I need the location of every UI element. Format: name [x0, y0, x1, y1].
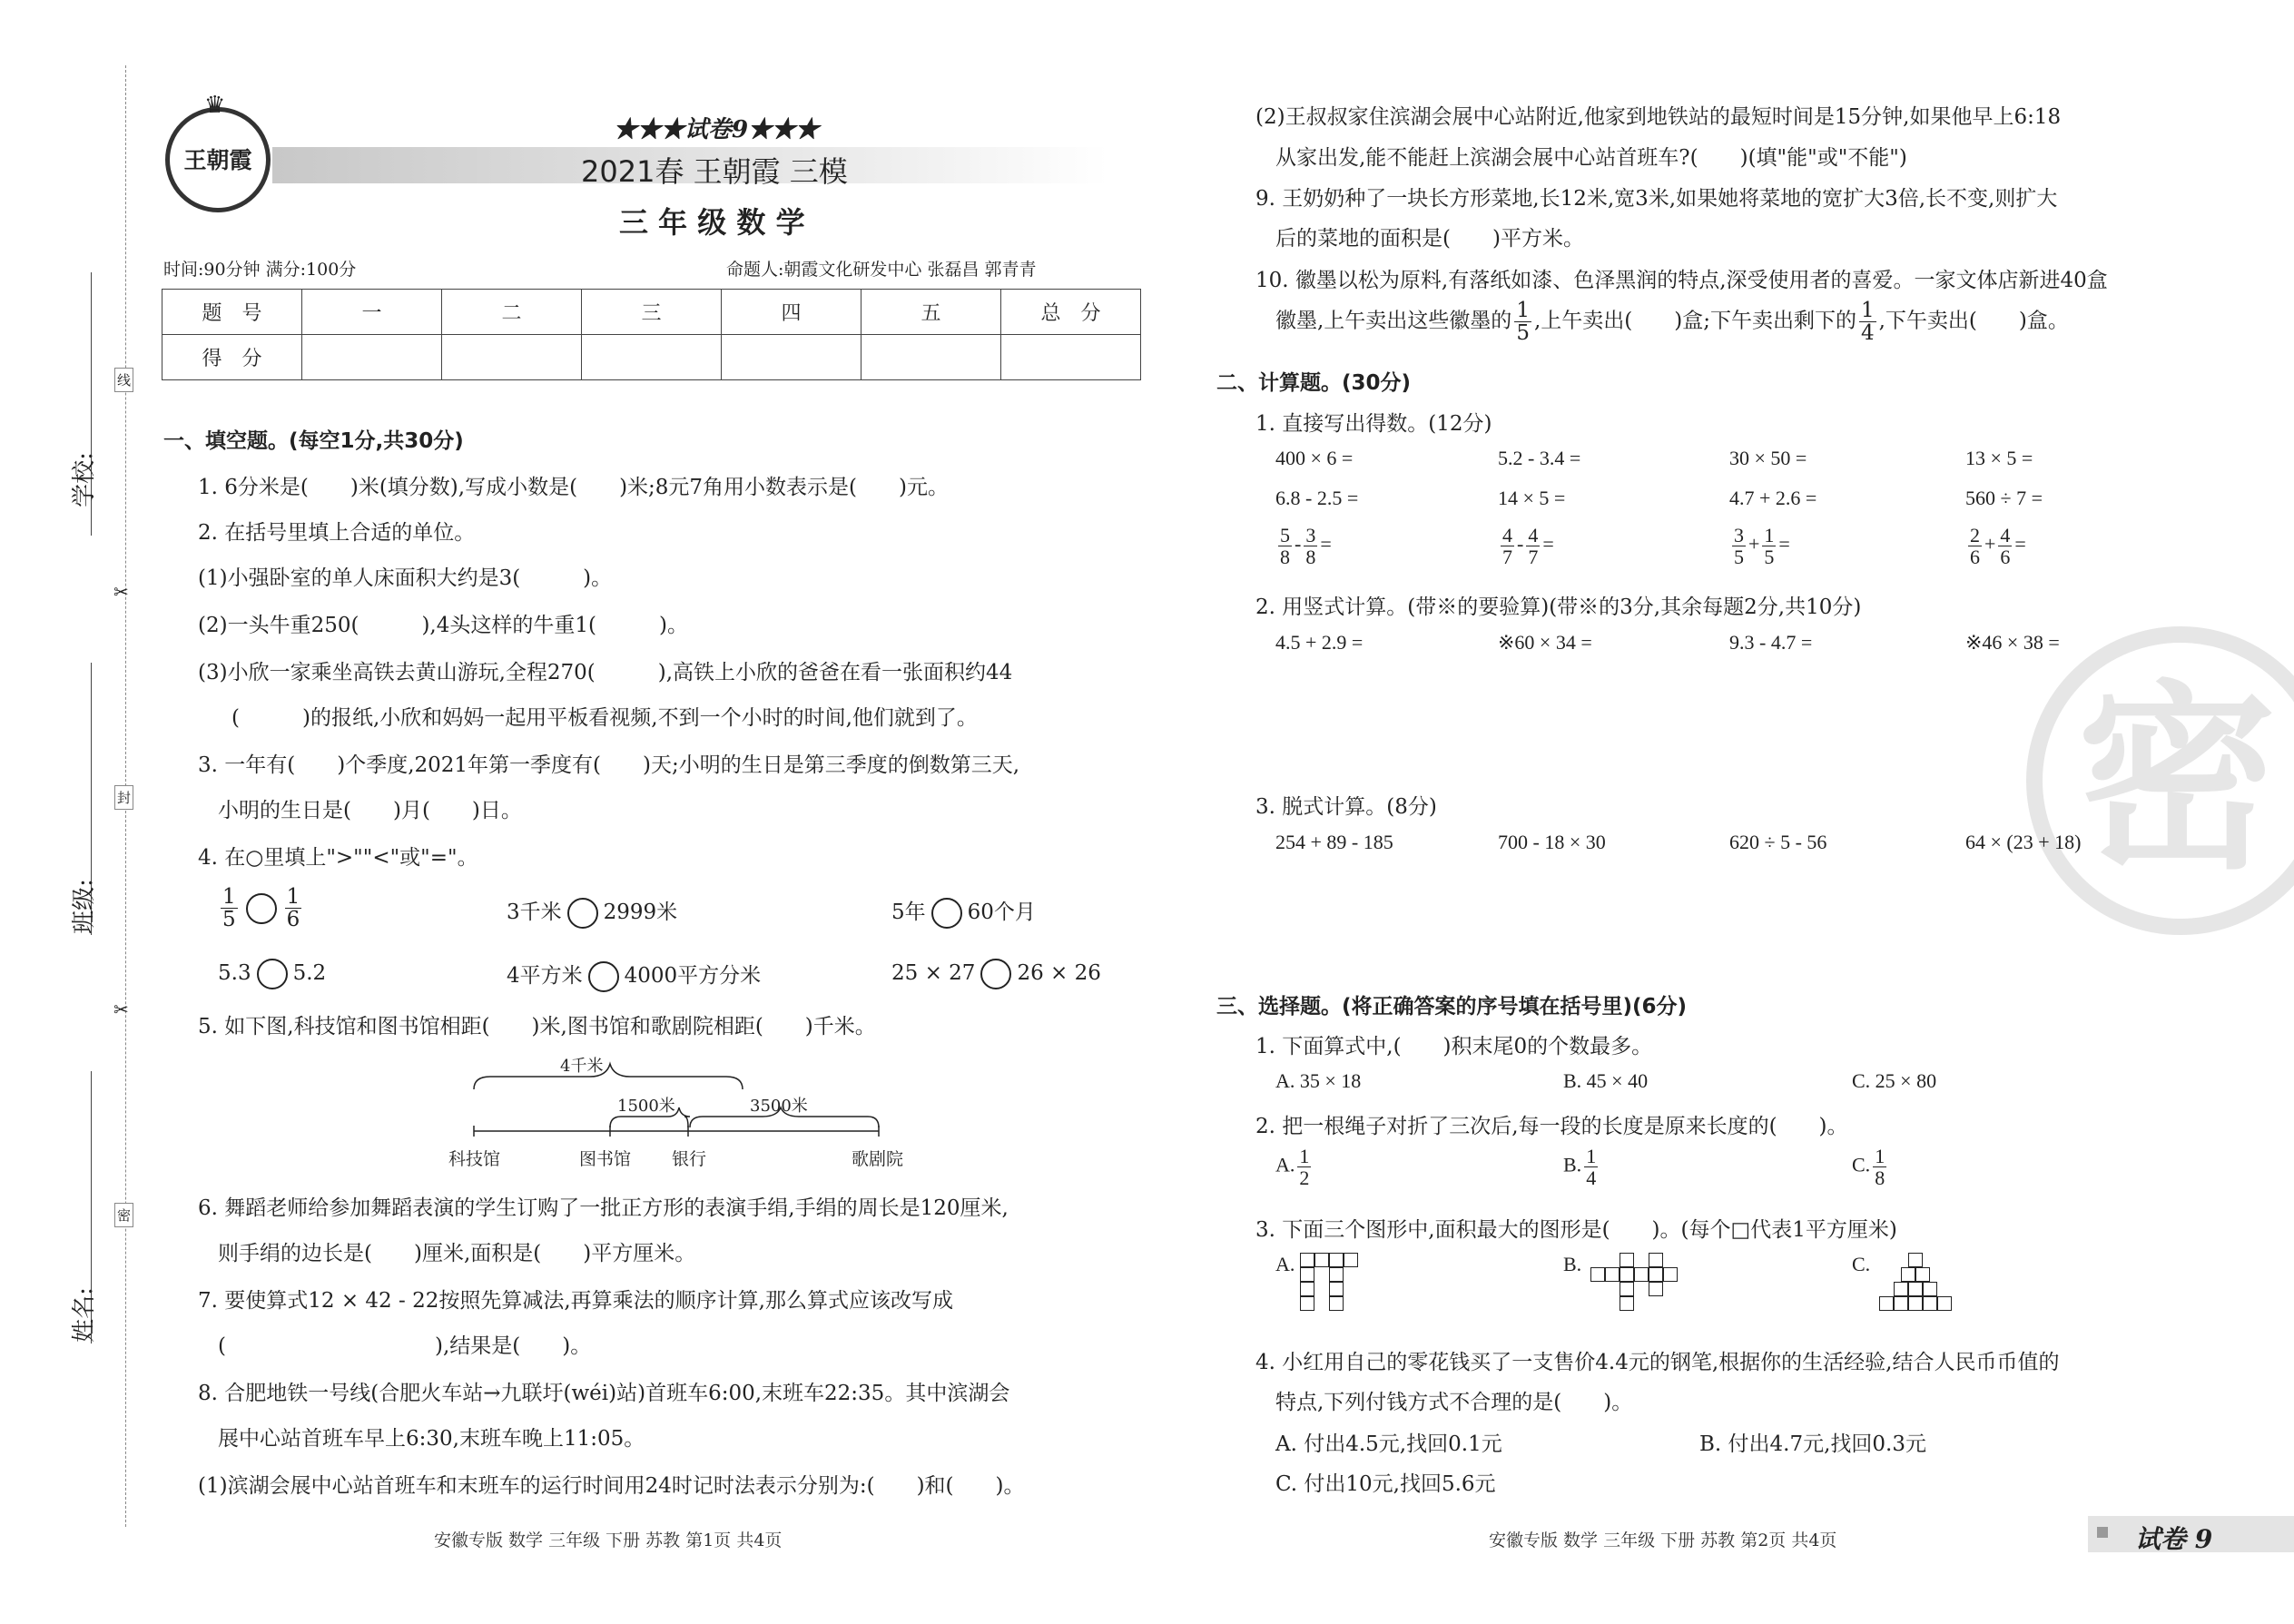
- diagram-place-4: 歌剧院: [852, 1149, 904, 1169]
- question-5: 5. 如下图,科技馆和图书馆相距( )米,图书馆和歌剧院相距( )千米。: [198, 1015, 876, 1038]
- margin-class-label: 班级:: [64, 663, 92, 935]
- choice-4a: 4. 小红用自己的零花钱买了一支售价4.4元的钢笔,根据你的生活经验,结合人民币币值的: [1255, 1351, 2060, 1374]
- choice-option[interactable]: C. $\frac{1}{8}$: [1852, 1145, 1885, 1190]
- diagram-label-3500: 3500米: [750, 1097, 808, 1116]
- calc-item: 13 × 5 =: [1965, 447, 2033, 469]
- compare-item-c: 5年 60个月: [891, 895, 1036, 929]
- calc-item: 9.3 - 4.7 =: [1729, 631, 1813, 654]
- choice-option[interactable]: A. $\frac{1}{2}$: [1275, 1145, 1310, 1190]
- question-9a: 9. 王奶奶种了一块长方形菜地,长12米,宽3米,如果她将菜地的宽扩大3倍,长不变,则扩大: [1255, 187, 2058, 211]
- question-10b: 徽墨,上午卖出这些徽墨的 $\frac{1}{5}$ ,上午卖出( )盒;下午卖出剩下的 $\frac{1}{4}$ ,下午卖出( )盒。: [1275, 299, 2069, 346]
- test-tab: 试卷 9: [2088, 1516, 2294, 1552]
- compare-circle[interactable]: [567, 898, 598, 929]
- calc-2-title: 2. 用竖式计算。(带※的要验算)(带※的3分,其余每题2分,共10分): [1255, 595, 1862, 619]
- scissor-icon: ✂: [113, 999, 129, 1020]
- question-2-1: (1)小强卧室的单人床面积大约是3( )。: [198, 566, 613, 590]
- score-cell[interactable]: [861, 335, 1001, 380]
- test-badge: ★★★试卷9★★★: [614, 116, 820, 143]
- scissor-icon: ✂: [113, 581, 129, 603]
- choice-4b: 特点,下列付钱方式不合理的是( )。: [1275, 1391, 1633, 1414]
- choice-1: 1. 下面算式中,( )积末尾0的个数最多。: [1255, 1035, 1653, 1058]
- question-8b: 展中心站首班车早上6:30,末班车晚上11:05。: [218, 1427, 645, 1451]
- choice-option[interactable]: B. 付出4.7元,找回0.3元: [1699, 1432, 1926, 1456]
- diagram-place-1: 科技馆: [448, 1149, 501, 1169]
- question-8a: 8. 合肥地铁一号线(合肥火车站→九联圩(wéi)站)首班车6:00,末班车22:35。其中滨湖会: [198, 1382, 1010, 1405]
- exam-title: 2021春 王朝霞 三模: [581, 154, 848, 189]
- calc-item: 254 + 89 - 185: [1275, 831, 1393, 853]
- question-2-3b: ( )的报纸,小欣和妈妈一起用平板看视频,不到一个小时的时间,他们就到了。: [231, 706, 978, 730]
- score-table: 题 号 一 二 三 四 五 总 分 得 分: [162, 289, 1141, 380]
- calc-item: 4.5 + 2.9 =: [1275, 631, 1364, 654]
- cut-mark-3: 密: [114, 1203, 133, 1227]
- calc-item: 5.2 - 3.4 =: [1498, 447, 1581, 469]
- question-7b: ( ),结果是( )。: [218, 1334, 592, 1358]
- question-4: 4. 在○里填上">""<"或"="。: [198, 846, 478, 870]
- calc-item: ※46 × 38 =: [1965, 631, 2060, 654]
- calc-item: 30 × 50 =: [1729, 447, 1807, 469]
- section-3-title: 三、选择题。(将正确答案的序号填在括号里)(6分): [1216, 995, 1688, 1019]
- calc-fraction-item: $\frac{3}{5}$ + $\frac{1}{5}$ =: [1734, 524, 1790, 569]
- compare-circle[interactable]: [588, 961, 619, 992]
- margin-name-label: 姓名:: [64, 1071, 92, 1343]
- calc-item: 620 ÷ 5 - 56: [1729, 831, 1827, 853]
- cut-mark-2: 封: [114, 785, 133, 810]
- question-3a: 3. 一年有( )个季度,2021年第一季度有( )天;小明的生日是第三季度的倒数第三天,: [198, 753, 1020, 777]
- choice-option[interactable]: C. 25 × 80: [1852, 1069, 1937, 1092]
- question-3b: 小明的生日是( )月( )日。: [218, 799, 522, 822]
- calc-item: 4.7 + 2.6 =: [1729, 487, 1817, 509]
- choice-option[interactable]: C.: [1852, 1253, 1871, 1275]
- calc-1-title: 1. 直接写出得数。(12分): [1255, 412, 1492, 436]
- question-2-3a: (3)小欣一家乘坐高铁去黄山游玩,全程270( ),高铁上小欣的爸爸在看一张面积约44: [198, 661, 1013, 684]
- choice-option[interactable]: B. $\frac{1}{4}$: [1563, 1145, 1597, 1190]
- fraction: $\frac{1}{6}$: [286, 885, 300, 932]
- cut-mark-1: 线: [114, 368, 133, 392]
- question-8-2b: 从家出发,能不能赶上滨湖会展中心站首班车?( )(填"能"或"不能"): [1275, 146, 1907, 170]
- left-page-footer: 安徽专版 数学 三年级 下册 苏教 第1页 共4页: [434, 1530, 783, 1550]
- compare-item-d: 5.3 5.2: [218, 959, 326, 989]
- question-8-2a: (2)王叔叔家住滨湖会展中心站附近,他家到地铁站的最短时间是15分钟,如果他早上6:18: [1255, 105, 2062, 129]
- compare-item-f: 25 × 27 26 × 26: [891, 959, 1101, 989]
- compare-circle[interactable]: [257, 959, 288, 989]
- choice-2: 2. 把一根绳子对折了三次后,每一段的长度是原来长度的( )。: [1255, 1115, 1848, 1138]
- diagram-place-2: 图书馆: [579, 1149, 632, 1169]
- calc-item: 700 - 18 × 30: [1498, 831, 1606, 853]
- question-2-2: (2)一头牛重250( ),4头这样的牛重1( )。: [198, 614, 688, 637]
- diagram-label-4km: 4千米: [560, 1057, 604, 1076]
- question-6a: 6. 舞蹈老师给参加舞蹈表演的学生订购了一批正方形的表演手绢,手绢的周长是120厘米,: [198, 1196, 1009, 1220]
- fraction: $\frac{1}{5}$: [222, 885, 236, 932]
- compare-item-a: [218, 886, 304, 930]
- crown-icon: ♛: [204, 92, 226, 119]
- compare-circle[interactable]: [931, 898, 962, 929]
- question-1: 1. 6分米是( )米(填分数),写成小数是( )米;8元7角用小数表示是( )元。: [198, 476, 950, 499]
- question-9b: 后的菜地的面积是( )平方米。: [1275, 227, 1584, 251]
- choice-option[interactable]: B. 45 × 40: [1563, 1069, 1649, 1092]
- score-cell[interactable]: [1001, 335, 1141, 380]
- score-cell[interactable]: [722, 335, 861, 380]
- confidential-stamp: 密: [2026, 626, 2294, 935]
- section-2-title: 二、计算题。(30分): [1216, 371, 1412, 395]
- calc-fraction-item: $\frac{2}{6}$ + $\frac{4}{6}$ =: [1970, 524, 2026, 569]
- section-1-title: 一、填空题。(每空1分,共30分): [163, 429, 464, 453]
- choice-3: 3. 下面三个图形中,面积最大的图形是( )。(每个□代表1平方厘米): [1255, 1218, 1897, 1242]
- calc-item: 14 × 5 =: [1498, 487, 1566, 509]
- question-10a: 10. 徽墨以松为原料,有落纸如漆、色泽黑润的特点,深受使用者的喜爱。一家文体店新进40盒: [1255, 269, 2108, 292]
- choice-option[interactable]: C. 付出10元,找回5.6元: [1275, 1472, 1496, 1496]
- question-7a: 7. 要使算式12 × 42 - 22按照先算减法,再算乘法的顺序计算,那么算式应该改写成: [198, 1289, 953, 1313]
- diagram-label-1500: 1500米: [617, 1097, 675, 1116]
- fraction: $\frac{1}{4}$: [1860, 299, 1875, 346]
- calc-fraction-item: $\frac{5}{8}$ - $\frac{3}{8}$ =: [1280, 524, 1332, 569]
- calc-item: ※60 × 34 =: [1498, 631, 1592, 654]
- calc-item: 6.8 - 2.5 =: [1275, 487, 1359, 509]
- calc-3-title: 3. 脱式计算。(8分): [1255, 795, 1437, 819]
- score-cell[interactable]: [442, 335, 582, 380]
- question-2: 2. 在括号里填上合适的单位。: [198, 521, 476, 545]
- choice-option[interactable]: A. 35 × 18: [1275, 1069, 1362, 1092]
- calc-item: 400 × 6 =: [1275, 447, 1354, 469]
- choice-option[interactable]: A.: [1275, 1253, 1295, 1275]
- question-6b: 则手绢的边长是( )厘米,面积是( )平方厘米。: [218, 1242, 696, 1265]
- time-info: 时间:90分钟 满分:100分: [163, 260, 357, 280]
- choice-option[interactable]: B.: [1563, 1253, 1582, 1275]
- calc-item: 64 × (23 + 18): [1965, 831, 2082, 853]
- fraction: $\frac{1}{5}$: [1516, 299, 1530, 346]
- choice-option[interactable]: A. 付出4.5元,找回0.1元: [1275, 1432, 1502, 1456]
- compare-item-b: 3千米 2999米: [507, 895, 677, 929]
- score-cell[interactable]: [582, 335, 722, 380]
- question-8-1: (1)滨湖会展中心站首班车和末班车的运行时间用24时记时法表示分别为:( )和( )。: [198, 1474, 1025, 1498]
- compare-circle[interactable]: [980, 959, 1011, 989]
- calc-fraction-item: $\frac{4}{7}$ - $\frac{4}{7}$ =: [1502, 524, 1554, 569]
- compare-item-e: 4平方米 4000平方分米: [507, 959, 761, 992]
- authors: 命题人:朝霞文化研发中心 张磊昌 郭青青: [726, 260, 1037, 280]
- diagram-place-3: 银行: [672, 1149, 707, 1169]
- logo-seal: ♛ 王朝霞: [165, 107, 271, 212]
- right-page-footer: 安徽专版 数学 三年级 下册 苏教 第2页 共4页: [1489, 1530, 1837, 1550]
- calc-item: 560 ÷ 7 =: [1965, 487, 2043, 509]
- margin-school-label: 学校:: [64, 272, 92, 536]
- compare-circle[interactable]: [246, 893, 277, 924]
- score-cell[interactable]: [302, 335, 442, 380]
- subject-title: 三 年 级 数 学: [619, 205, 805, 240]
